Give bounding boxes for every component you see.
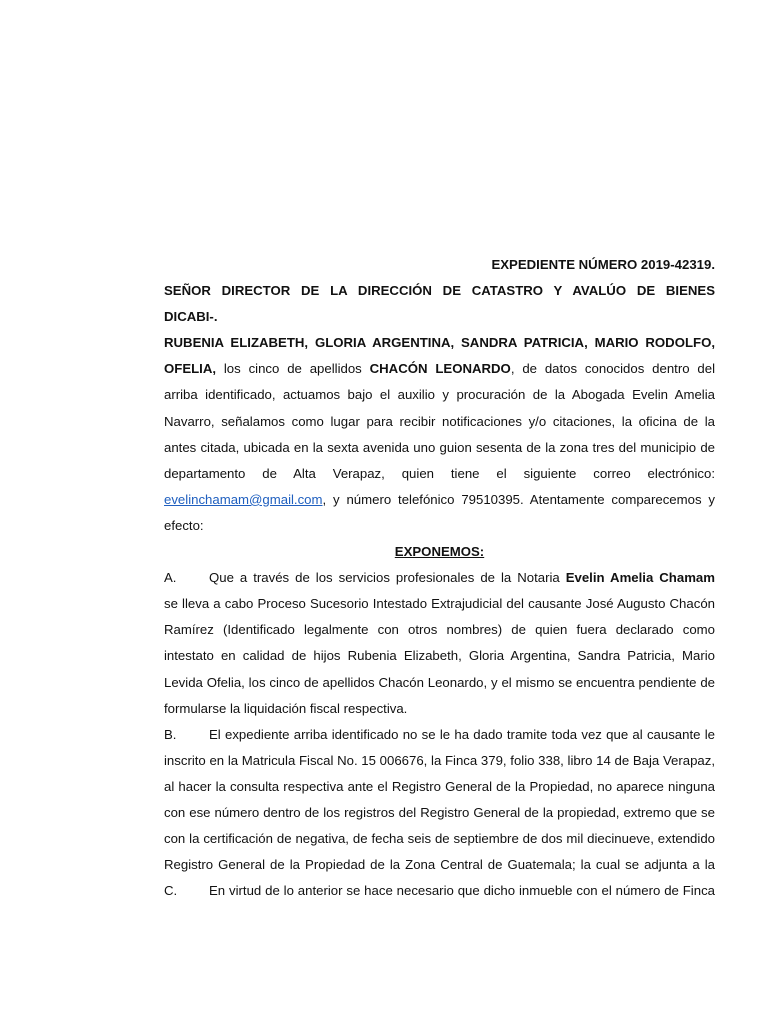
text-line: con la certificación de negativa, de fecha seis de septiembre de dos mil diecinueve, extendido <box>164 831 715 847</box>
text-run: , señalamos como lugar para recibir notificaciones y/o citaciones, la oficina de la <box>210 413 715 429</box>
text-run: Navarro <box>164 413 211 429</box>
addressee-line-2: DICABI-. <box>164 309 218 325</box>
text-line: se lleva a cabo Proceso Sucesorio Intestado Extrajudicial del causante José Augusto Chacón <box>164 596 715 612</box>
text-line <box>164 722 715 748</box>
paragraph-a <box>164 565 715 722</box>
text-line: formularse la liquidación fiscal respectiva. <box>164 700 408 716</box>
text-line: Registro General de la Propiedad de la Zona Central de Guatemala; la cual se adjunta a la <box>164 857 715 873</box>
text-line <box>164 356 715 382</box>
text-run: En virtud de lo anterior se hace necesario que dicho inmueble con el número de Finca <box>209 883 715 899</box>
expediente-number: EXPEDIENTE NÚMERO 2019-42319. <box>491 257 715 272</box>
document-body <box>164 252 715 904</box>
text-line: efecto: <box>164 517 204 533</box>
intro-paragraph <box>164 330 715 539</box>
email-link[interactable]: evelinchamam@gmail.com <box>164 491 323 507</box>
surname-bold: CHACÓN LEONARDO <box>369 361 511 377</box>
text-line: RUBENIA ELIZABETH, GLORIA ARGENTINA, SANDRA PATRICIA, MARIO RODOLFO, <box>164 335 715 351</box>
text-line: departamento de Alta Verapaz, quien tiene el siguiente correo electrónico: <box>164 465 715 481</box>
paragraph-b <box>164 722 715 879</box>
paragraph-label: C. <box>164 883 178 899</box>
text-run: , y número telefónico 79510395. Atentamente comparecemos y <box>322 491 715 507</box>
text-run: El expediente arriba identificado no se le ha dado tramite toda vez que al causante le <box>209 726 715 742</box>
paragraph-c <box>164 878 715 904</box>
paragraph-label: B. <box>164 726 177 742</box>
text-line <box>164 409 715 435</box>
text-run: los cinco de apellidos <box>216 361 370 377</box>
notary-name-bold: Evelin Amelia Chamam <box>565 570 715 586</box>
text-line: inscrito en la Matricula Fiscal No. 15 006676, la Finca 379, folio 338, libro 14 de Baja Verapaz, <box>164 752 715 768</box>
text-run: Que a través de los servicios profesionales de la Notaria <box>209 570 566 586</box>
text-line: intestato en calidad de hijos Rubenia Elizabeth, Gloria Argentina, Sandra Patricia, Mario <box>164 648 715 664</box>
text-line <box>164 487 715 513</box>
text-line: arriba identificado, actuamos bajo el auxilio y procuración de la Abogada Evelin Amelia <box>164 387 715 403</box>
text-run: , de datos conocidos dentro del <box>510 361 715 377</box>
text-line: antes citada, ubicada en la sexta avenida uno guion sesenta de la zona tres del municipio de <box>164 439 715 455</box>
names-bold: OFELIA, <box>164 361 217 377</box>
text-line: Levida Ofelia, los cinco de apellidos Chacón Leonardo, y el mismo se encuentra pendiente de <box>164 674 715 690</box>
text-line <box>164 565 715 591</box>
section-heading: EXPONEMOS: <box>394 544 485 560</box>
addressee-line: SEÑOR DIRECTOR DE LA DIRECCIÓN DE CATASTRO Y AVALÚO DE BIENES <box>164 283 715 299</box>
text-line <box>164 878 715 904</box>
text-line: Ramírez (Identificado legalmente con otros nombres) de quien fuera declarado como <box>164 622 715 638</box>
paragraph-label: A. <box>164 570 177 586</box>
text-line: con ese número dentro de los registros del Registro General de la propiedad, extremo que se <box>164 804 715 820</box>
text-line: al hacer la consulta respectiva ante el Registro General de la Propiedad, no aparece ninguna <box>164 778 715 794</box>
